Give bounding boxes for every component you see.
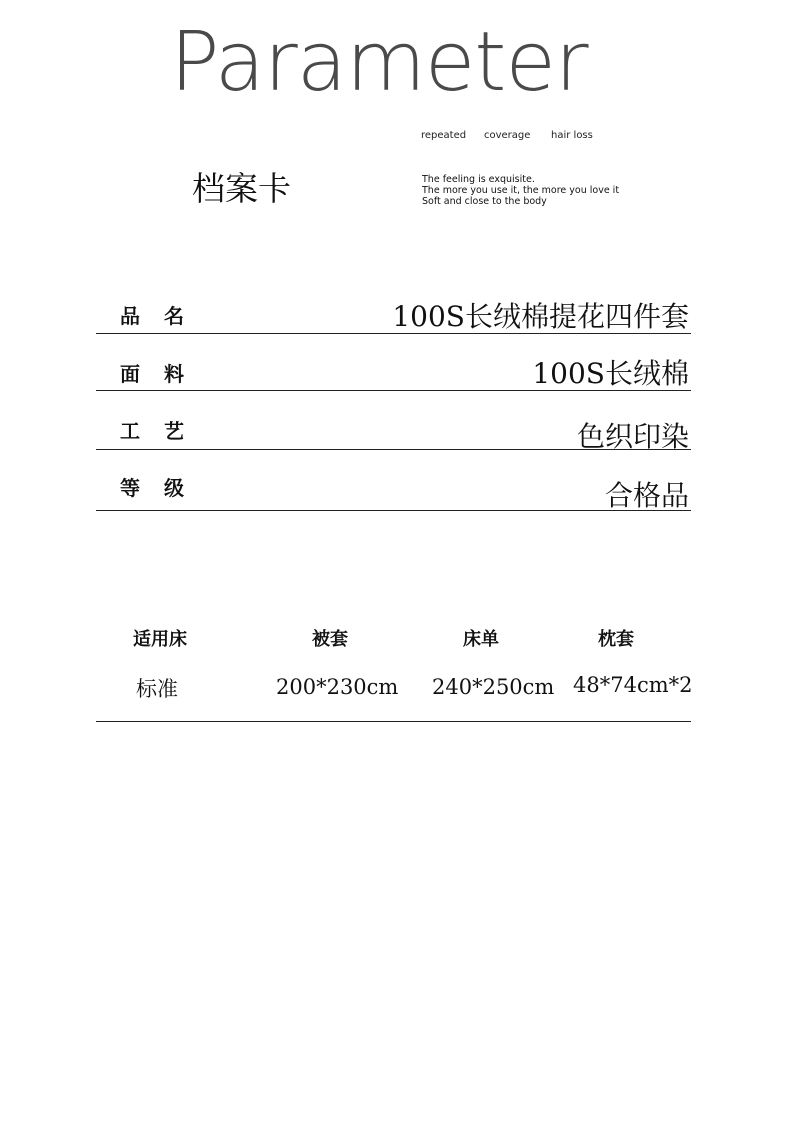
param-value: 合格品 (604, 479, 689, 512)
spec-value-duvet: 200*230cm (276, 675, 399, 699)
tag-repeated: repeated (421, 130, 467, 141)
spec-header-sheet: 床单 (463, 629, 499, 650)
param-value: 色织印染 (576, 420, 689, 453)
param-row-craft (96, 391, 691, 453)
param-row-name (96, 290, 691, 334)
page-title: Parameter (170, 15, 588, 110)
card-title: 档案卡 (192, 169, 291, 208)
param-label: 工艺 (120, 419, 208, 443)
slogan-line: The more you use it, the more you love it (422, 185, 620, 196)
parameter-table (96, 290, 691, 511)
param-value: 100S长绒棉 (532, 357, 689, 390)
slogan-line: Soft and close to the body (422, 196, 547, 207)
spec-header-duvet: 被套 (312, 629, 348, 650)
param-row-fabric (96, 334, 691, 391)
param-label: 等级 (120, 476, 208, 500)
slogan (422, 174, 619, 207)
spec-value-pillowcase: 48*74cm*2 (573, 673, 693, 697)
param-label: 品名 (120, 304, 208, 328)
tag-hair-loss: hair loss (551, 130, 593, 141)
slogan-line: The feeling is exquisite. (422, 174, 535, 185)
param-value: 100S长绒棉提花四件套 (392, 300, 689, 333)
spec-header-pillowcase: 枕套 (598, 629, 634, 650)
spec-header-bed: 适用床 (133, 629, 187, 650)
spec-value-sheet: 240*250cm (432, 675, 555, 699)
size-spec-table (96, 615, 691, 722)
param-label: 面料 (120, 362, 208, 386)
spec-value-bed: 标准 (136, 677, 178, 701)
tag-coverage: coverage (484, 130, 531, 141)
param-row-grade (96, 450, 691, 511)
